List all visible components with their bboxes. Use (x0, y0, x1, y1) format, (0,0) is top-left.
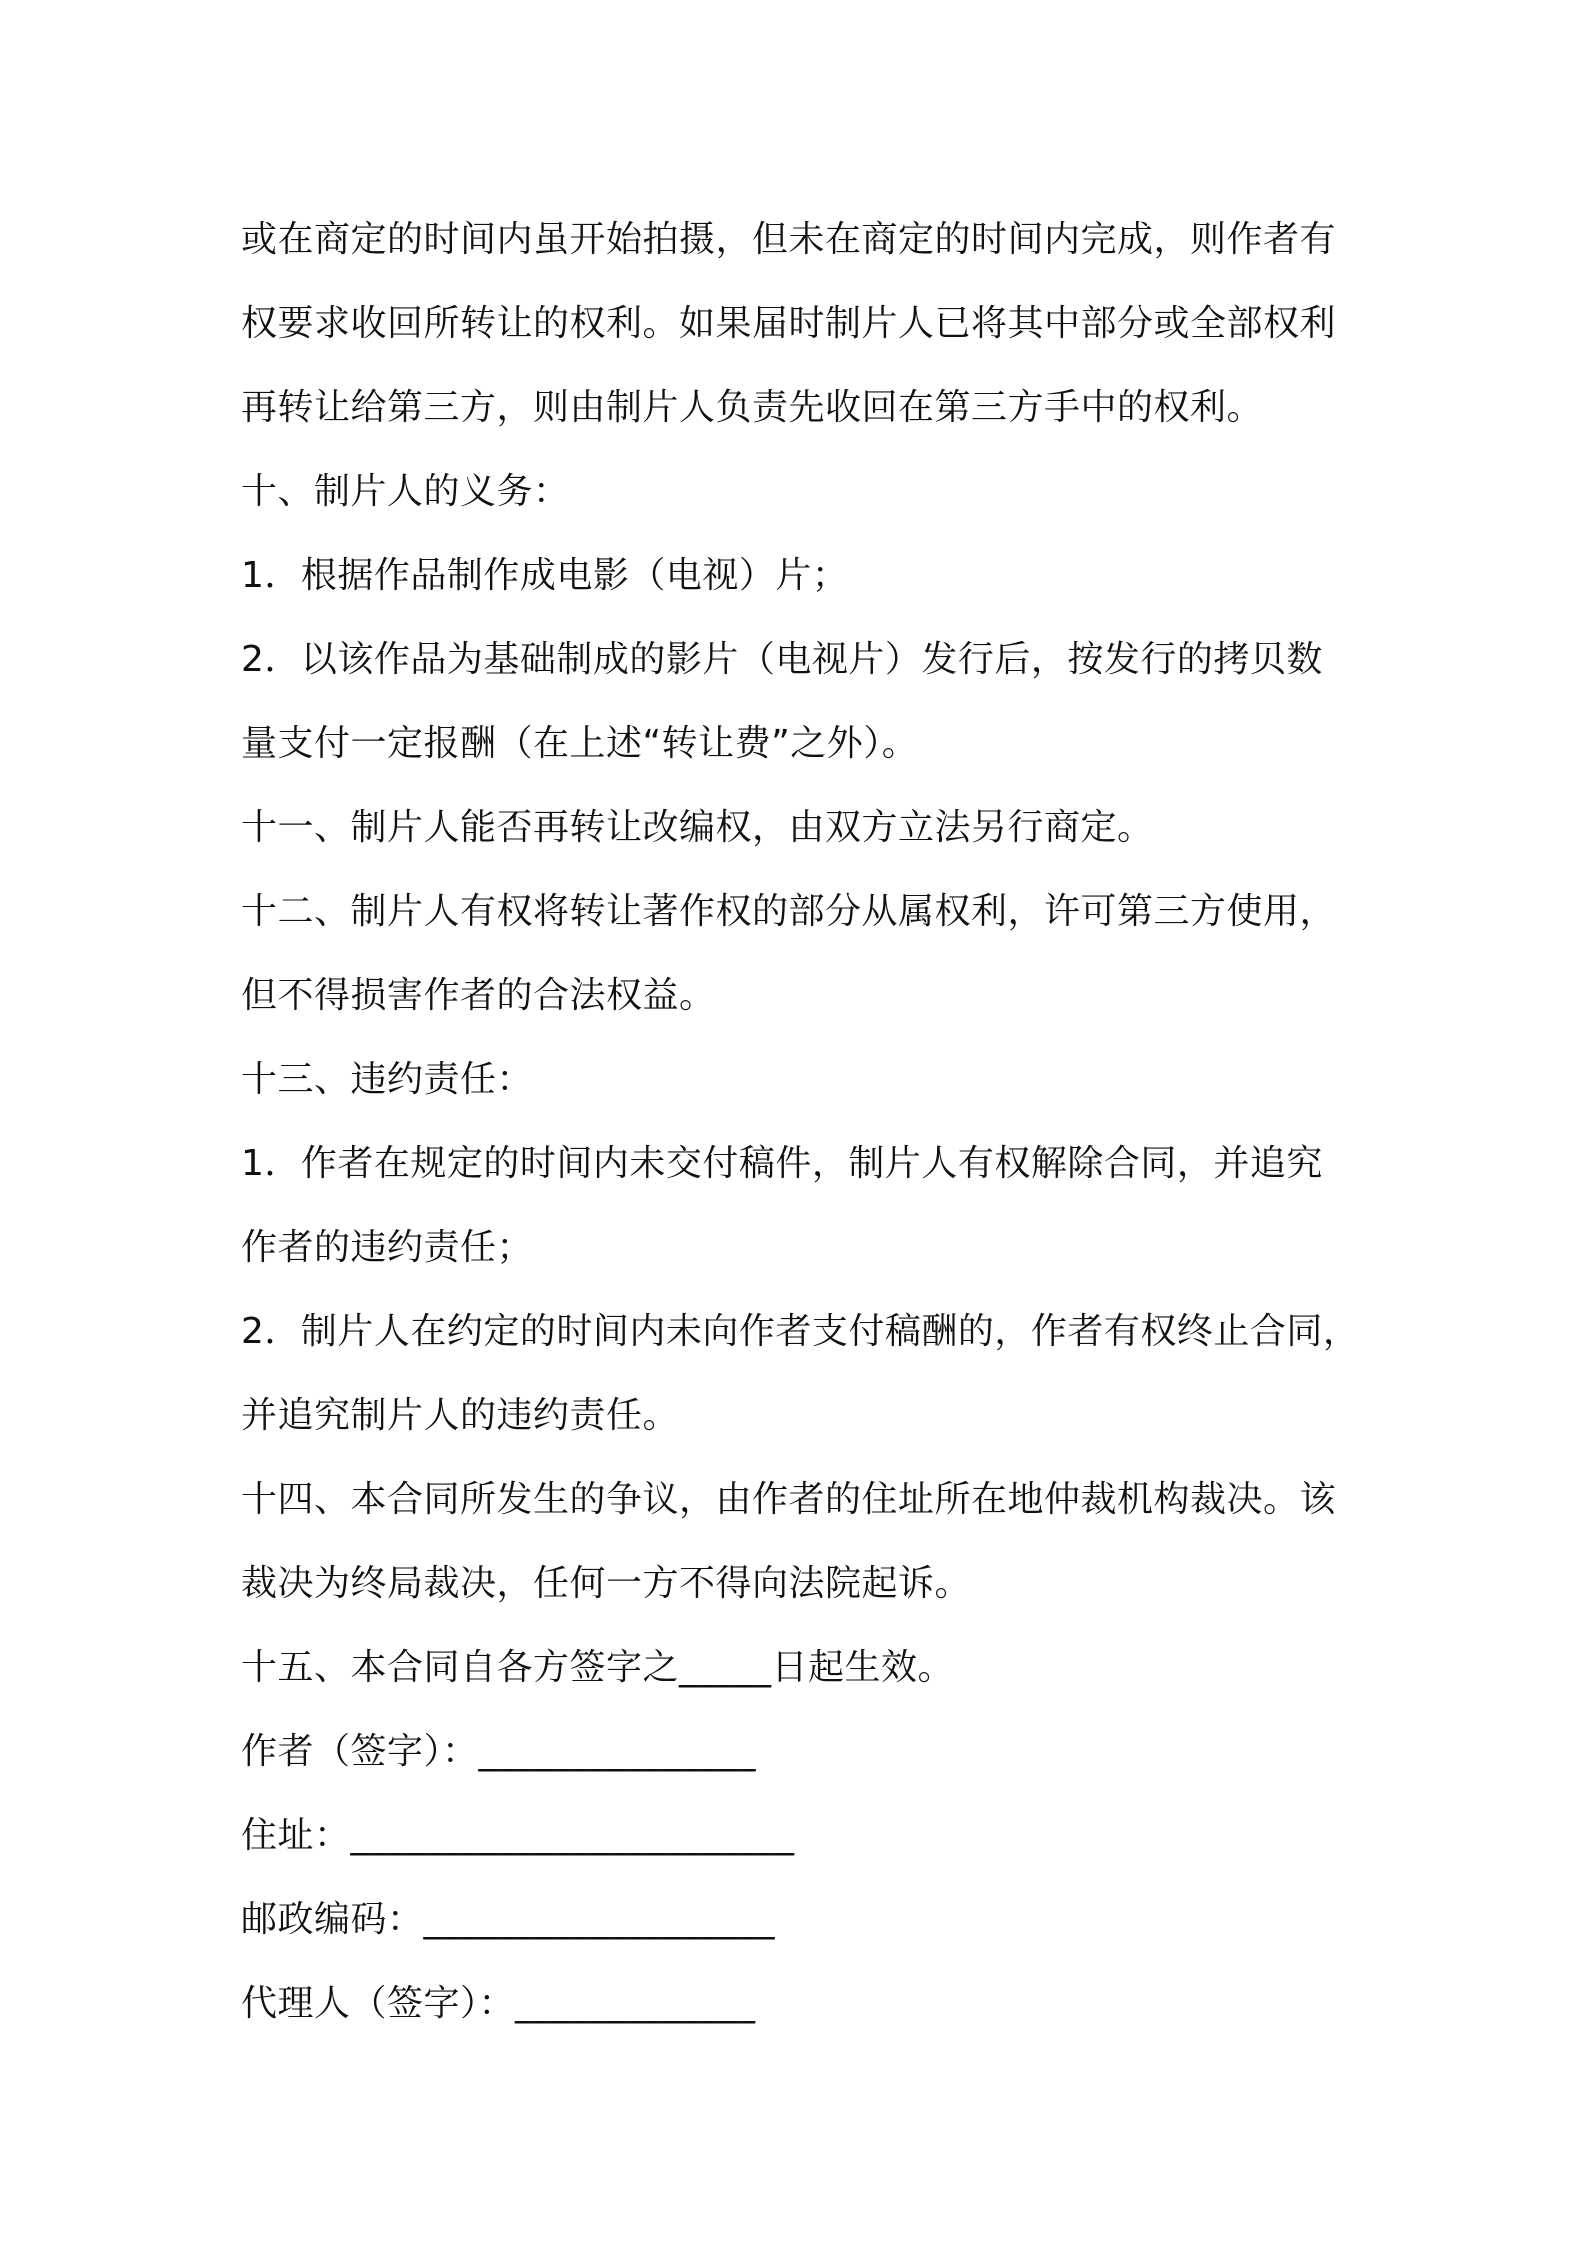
body-line: 裁决为终局裁决，任何一方不得向法院起诉。 (241, 1563, 972, 1604)
clause-line: 十四、本合同所发生的争议，由作者的住址所在地仲裁机构裁决。该 (241, 1479, 1337, 1520)
signature-address-row (241, 1794, 1371, 1878)
clause-line: 十二、制片人有权将转让著作权的部分从属权利，许可第三方使用， (241, 891, 1337, 932)
signature-author-row (241, 1710, 1371, 1794)
signature-postcode-row (241, 1878, 1371, 1962)
signature-postcode-blank[interactable]: ___________________ (423, 1899, 776, 1940)
effect-date-blank[interactable]: _____ (679, 1647, 772, 1688)
body-line: 权要求收回所转让的权利。如果届时制片人已将其中部分或全部权利 (241, 303, 1337, 344)
body-line: 并追究制片人的违约责任。 (241, 1395, 680, 1436)
list-item: 1．作者在规定的时间内未交付稿件，制片人有权解除合同，并追究 (241, 1143, 1323, 1184)
signature-address-blank[interactable]: ________________________ (350, 1815, 795, 1856)
signature-author-blank[interactable]: _______________ (478, 1731, 757, 1772)
signature-address-label: 住址： (241, 1815, 351, 1856)
effect-clause (241, 1626, 1371, 1710)
effect-clause-before: 十五、本合同自各方签字之 (241, 1647, 680, 1688)
section-heading: 十三、违约责任： (241, 1059, 534, 1100)
list-item: 1．根据作品制作成电影（电视）片； (241, 555, 849, 596)
body-line: 但不得损害作者的合法权益。 (241, 975, 716, 1016)
contract-body (241, 198, 1371, 2046)
effect-clause-after: 日起生效。 (771, 1647, 955, 1688)
body-line: 量支付一定报酬（在上述“转让费”之外）。 (241, 723, 919, 764)
signature-agent-blank[interactable]: _____________ (515, 1983, 756, 2024)
signature-agent-row (241, 1962, 1371, 2046)
signature-agent-label: 代理人（签字）： (241, 1983, 516, 2024)
section-heading: 十、制片人的义务： (241, 471, 570, 512)
list-item: 2．以该作品为基础制成的影片（电视片）发行后，按发行的拷贝数 (241, 639, 1323, 680)
signature-postcode-label: 邮政编码： (241, 1899, 424, 1940)
body-line: 作者的违约责任； (241, 1227, 534, 1268)
clause-line: 十一、制片人能否再转让改编权，由双方立法另行商定。 (241, 807, 1154, 848)
list-item: 2．制片人在约定的时间内未向作者支付稿酬的，作者有权终止合同， (241, 1311, 1360, 1352)
signature-author-label: 作者（签字）： (241, 1731, 479, 1772)
body-line: 或在商定的时间内虽开始拍摄，但未在商定的时间内完成，则作者有 (241, 219, 1337, 260)
body-line: 再转让给第三方，则由制片人负责先收回在第三方手中的权利。 (241, 387, 1264, 428)
